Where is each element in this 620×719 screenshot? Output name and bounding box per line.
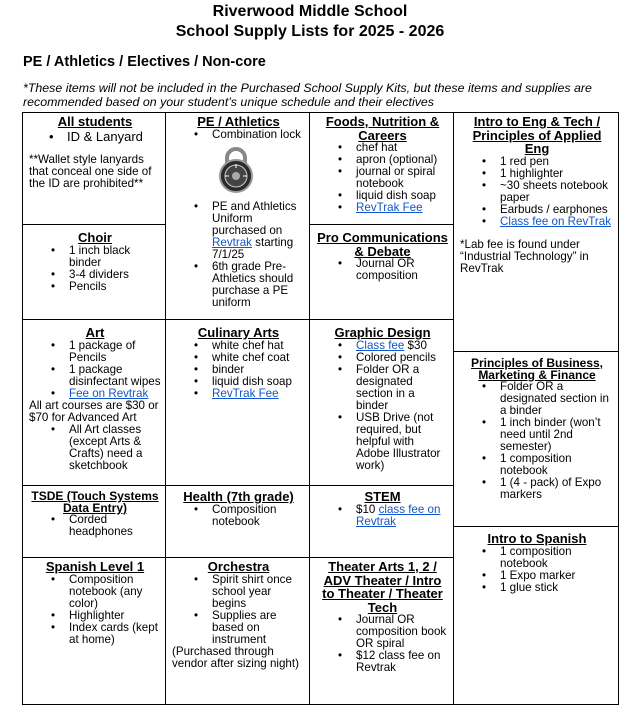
choir-cell xyxy=(22,224,166,320)
list-item: • 1 composition notebook xyxy=(500,546,614,570)
list-item: • chef hat xyxy=(356,142,449,154)
graphic-design-title: Graphic Design xyxy=(334,325,431,340)
list-item: • 1 highlighter xyxy=(500,168,614,180)
culinary-fee-link[interactable]: RevTrak Fee xyxy=(212,386,279,400)
stem-fee-link[interactable]: class fee on Revtrak xyxy=(356,502,441,528)
theater-cell xyxy=(309,557,454,705)
all-students-title: All students xyxy=(57,114,133,129)
intro-note: *These items will not be included in the Purchased School Supply Kits, but these items and supplies are recommended based on your student’s unique schedule and their electives xyxy=(23,81,592,109)
pe-uniform-revtrak-link[interactable]: Revtrak xyxy=(212,235,252,249)
graphic-design-cell xyxy=(309,319,454,486)
list-item: • 1 red pen xyxy=(500,156,614,168)
list-item: • Colored pencils xyxy=(356,352,449,364)
intro-eng-tech-title: Intro to Eng & Tech / Principles of Applied Eng xyxy=(472,114,602,156)
orchestra-title: Orchestra xyxy=(207,559,270,574)
list-item: • Journal OR composition book OR spiral xyxy=(356,614,449,650)
list-item: • 1 inch binder (won’t need until 2nd semester) xyxy=(500,417,614,453)
business-title: Principles of Business, Marketing & Finance xyxy=(470,356,604,382)
stem-cell xyxy=(309,485,454,558)
intro-spanish-title: Intro to Spanish xyxy=(487,531,587,546)
culinary-arts-cell xyxy=(165,319,310,486)
lab-fee-note: *Lab fee is found under “Industrial Technology” in RevTrak xyxy=(460,237,589,275)
list-item: • apron (optional) xyxy=(356,154,449,166)
foods-fee-link[interactable]: RevTrak Fee xyxy=(356,201,423,214)
spanish-level-1-title: Spanish Level 1 xyxy=(45,559,145,574)
list-item: • ID & Lanyard xyxy=(67,129,161,144)
choir-title: Choir xyxy=(78,230,112,245)
pe-athletics-cell xyxy=(165,112,310,320)
list-item: • 1 (4 - pack) of Expo markers xyxy=(500,477,614,501)
pro-communications-title: Pro Communications & Debate xyxy=(317,230,448,259)
list-item xyxy=(212,388,305,400)
list-item xyxy=(69,388,161,400)
orchestra-note: (Purchased through vendor after sizing night) xyxy=(172,644,299,670)
list-item: • Spirit shirt once school year begins xyxy=(212,574,305,610)
tsde-cell xyxy=(22,485,166,558)
list-item: • Combination lock xyxy=(212,129,305,141)
list-item: • PE and Athletics Uniform purchased on Revtrak starting 7/1/25 xyxy=(212,201,305,261)
culinary-arts-title: Culinary Arts xyxy=(197,325,280,340)
pe-athletics-title: PE / Athletics xyxy=(197,114,280,129)
combination-lock-icon xyxy=(216,147,256,193)
list-item: • Folder OR a designated section in a binder xyxy=(356,364,449,412)
list-item: • 3-4 dividers xyxy=(69,269,161,281)
lanyard-warning: **Wallet style lanyards that conceal one side of the ID are prohibited** xyxy=(29,152,152,190)
health-title: Health (7th grade) xyxy=(183,489,294,504)
list-item: • Earbuds / earphones xyxy=(500,204,614,216)
health-cell xyxy=(165,485,310,558)
art-fee-link[interactable]: Fee on Revtrak xyxy=(69,386,149,400)
list-item: • Folder OR a designated section in a binder xyxy=(500,381,614,417)
pro-communications-cell xyxy=(309,224,454,320)
stem-title: STEM xyxy=(364,489,401,504)
business-cell xyxy=(453,351,619,527)
list-item xyxy=(500,216,614,228)
list-item: • 1 inch black binder xyxy=(69,245,161,269)
art-fee-note: All art courses are $30 or $70 for Advanced Art xyxy=(29,398,159,424)
orchestra-cell xyxy=(165,557,310,705)
list-item: • $12 class fee on Revtrak xyxy=(356,650,449,674)
theater-title: Theater Arts 1, 2 / ADV Theater / Intro to Theater / Theater Tech xyxy=(322,559,443,615)
list-item: • USB Drive (not required, but helpful with Adobe Illustrator work) xyxy=(356,412,449,472)
spanish-level-1-cell xyxy=(22,557,166,705)
list-item: • Composition notebook xyxy=(212,504,305,528)
foods-nutrition-cell xyxy=(309,112,454,225)
foods-nutrition-title: Foods, Nutrition & Careers xyxy=(325,114,440,143)
list-item xyxy=(356,202,449,214)
list-item: • 6th grade Pre-Athletics should purchase a PE uniform xyxy=(212,261,305,309)
list-item: • 1 composition notebook xyxy=(500,453,614,477)
list-item: • liquid dish soap xyxy=(356,190,449,202)
list-item: • 1 glue stick xyxy=(500,582,614,594)
section-heading: PE / Athletics / Electives / Non-core xyxy=(23,54,266,70)
list-item: • 1 package of Pencils xyxy=(69,340,161,364)
intro-eng-tech-cell xyxy=(453,112,619,352)
list-item: • Pencils xyxy=(69,281,161,293)
intro-eng-fee-link[interactable]: Class fee on RevTrak xyxy=(500,214,612,228)
list-item: • Index cards (kept at home) xyxy=(69,622,161,646)
list-item: • All Art classes (except Arts & Crafts) need a sketchbook xyxy=(69,424,161,472)
all-students-cell xyxy=(22,112,166,225)
art-cell xyxy=(22,319,166,486)
list-item: • Composition notebook (any color) xyxy=(69,574,161,610)
list-item: • ~30 sheets notebook paper xyxy=(500,180,614,204)
list-item: • 1 Expo marker xyxy=(500,570,614,582)
list-item: • white chef hat xyxy=(212,340,305,352)
list-item: • Supplies are based on instrument xyxy=(212,610,305,646)
graphic-fee-link[interactable]: Class fee xyxy=(356,338,405,352)
tsde-title: TSDE (Touch Systems Data Entry) xyxy=(31,489,159,515)
list-item: • white chef coat xyxy=(212,352,305,364)
art-title: Art xyxy=(85,325,105,340)
list-item: • Corded headphones xyxy=(69,514,161,538)
list-item: • Class fee $30 xyxy=(356,340,449,352)
list-item: • journal or spiral notebook xyxy=(356,166,449,190)
list-item: • liquid dish soap xyxy=(212,376,305,388)
list-item: • Journal OR composition xyxy=(356,258,449,282)
school-name: Riverwood Middle School xyxy=(212,3,408,20)
intro-spanish-cell xyxy=(453,526,619,705)
list-item: • 1 package disinfectant wipes xyxy=(69,364,161,388)
list-item: • Highlighter xyxy=(69,610,161,622)
list-item: • $10 class fee on Revtrak xyxy=(356,504,449,528)
list-item: • binder xyxy=(212,364,305,376)
page-title: School Supply Lists for 2025 - 2026 xyxy=(175,23,445,40)
